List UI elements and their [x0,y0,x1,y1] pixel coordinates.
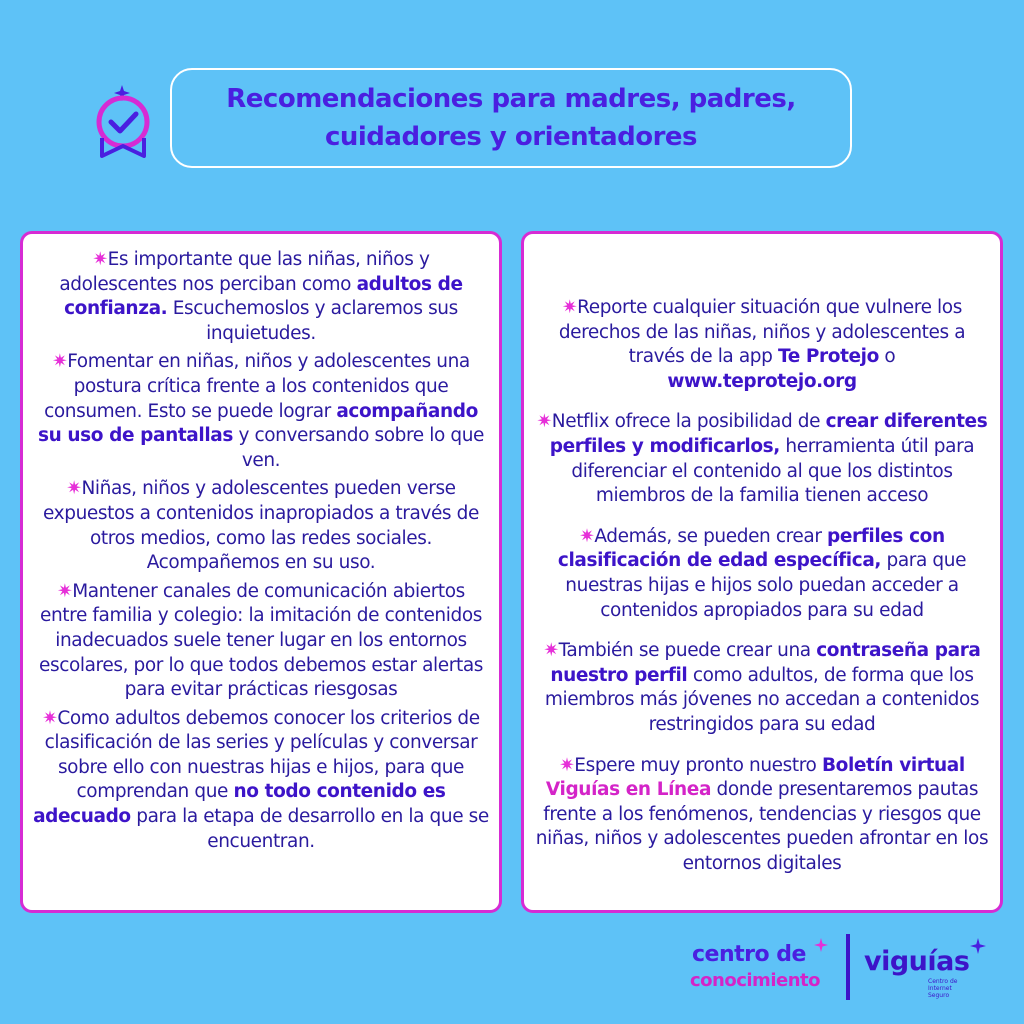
item-text: y conversando sobre lo que ven. [232,425,485,471]
sparkle-icon [814,938,828,952]
item-highlight: Boletín virtual [821,754,965,776]
page-title [226,80,795,156]
item-text: como adultos, de forma que los miembros más jóvenes no accedan a contenidos restringidos para su edad [544,664,980,735]
sparkle-bullet-icon: ✷ [536,411,552,433]
item-text: También se puede crear una [558,640,817,662]
sparkle-icon [970,938,986,954]
recommendation-item [534,754,990,877]
item-text: Además, se pueden crear [594,525,828,547]
sparkle-bullet-icon: ✷ [562,297,578,318]
item-text: Escuchemoslos y aclaremos sus inquietudes. [167,298,458,344]
sparkle-bullet-icon: ✷ [559,754,575,776]
item-highlight: perfiles con clasificación de edad específica, [557,525,945,572]
item-text: donde presentaremos pautas frente a los fenómenos, tendencias y riesgos que niñas, niños y adolescentes pueden afrontar en los entornos digitales [535,779,989,874]
item-highlight: contraseña para nuestro perfil [550,640,981,686]
item-text: para la etapa de desarrollo en la que se encuentran. [130,806,489,852]
item-highlight: crear diferentes perfiles y modificarlos, [549,411,988,457]
item-text: Niñas, niños y adolescentes pueden verse expuestos a contenidos inapropiados a través de otros medios, como las redes sociales. Acompañemos en su uso. [43,478,479,574]
sparkle-bullet-icon: ✷ [92,249,108,270]
title-line-1: Recomendaciones para madres, padres, [226,84,796,114]
item-highlight: no todo contenido es adecuado [33,781,446,828]
item-text: Espere muy pronto nuestro [574,754,822,776]
recommendation-item [534,525,990,623]
recommendation-item [534,639,990,737]
recommendation-item [33,580,489,703]
title-box [170,68,852,168]
sparkle-bullet-icon: ✷ [42,707,58,729]
sparkle-bullet-icon: ✷ [52,351,68,373]
item-highlight: acompañando su uso de pantallas [37,400,478,447]
award-ribbon-check-icon [92,82,154,158]
recommendation-item [33,248,489,346]
recommendation-item [33,477,489,575]
item-text: herramienta útil para diferenciar el contenido al que los distintos miembros de la familia tienen acceso [571,435,975,507]
item-text: Como adultos debemos conocer los criterios de clasificación de las series y películas y conversar sobre ello con nuestras hijas e hijos, para que comprendan que [44,707,480,803]
item-text: Mantener canales de comunicación abiertos entre familia y colegio: la imitación de contenidos inadecuados suele tener lugar en los entornos escolares, por lo que todos debemos estar alertas para evitar prácticas riesgosas [38,580,484,701]
item-text: para que nuestras hijas e hijos solo puedan acceder a contenidos apropiados para su edad [565,550,967,621]
right-recommendations-card [521,231,1003,913]
centro-de-conocimiento-logo-line2: conocimiento [690,970,820,991]
recommendation-item [534,296,990,394]
item-text: Netflix ofrece la posibilidad de [551,411,826,433]
recommendation-item [534,410,990,508]
logo-divider [846,934,850,1000]
recommendation-item [33,707,489,855]
sparkle-bullet-icon: ✷ [57,580,73,602]
footer-logos [690,934,990,1004]
sparkle-bullet-icon: ✷ [543,640,559,662]
title-line-2: cuidadores y orientadores [324,122,698,152]
recommendation-item [33,350,489,473]
sparkle-bullet-icon: ✷ [579,525,595,547]
item-text: o [878,346,896,368]
sparkle-bullet-icon: ✷ [66,478,82,500]
item-highlight: adultos de confianza. [64,273,463,320]
centro-de-conocimiento-logo-line1: centro de [692,942,806,967]
viguias-logo: viguías [864,946,970,977]
item-highlight: www.teprotejo.org [667,370,857,392]
item-text: Es importante que las niñas, niños y adolescentes nos perciban como [59,249,430,295]
item-highlight: Viguías en Línea [545,779,712,801]
item-text: Fomentar en niñas, niños y adolescentes una postura crítica frente a los contenidos que consumen. Esto se puede lograr [44,351,470,422]
viguias-logo-subtitle: Centro de Internet Seguro [928,978,958,999]
left-recommendations-card [20,231,502,913]
item-highlight: Te Protejo [777,346,879,368]
item-text: Reporte cualquier situación que vulnere los derechos de las niñas, niños y adolescentes a través de la app [558,297,966,368]
